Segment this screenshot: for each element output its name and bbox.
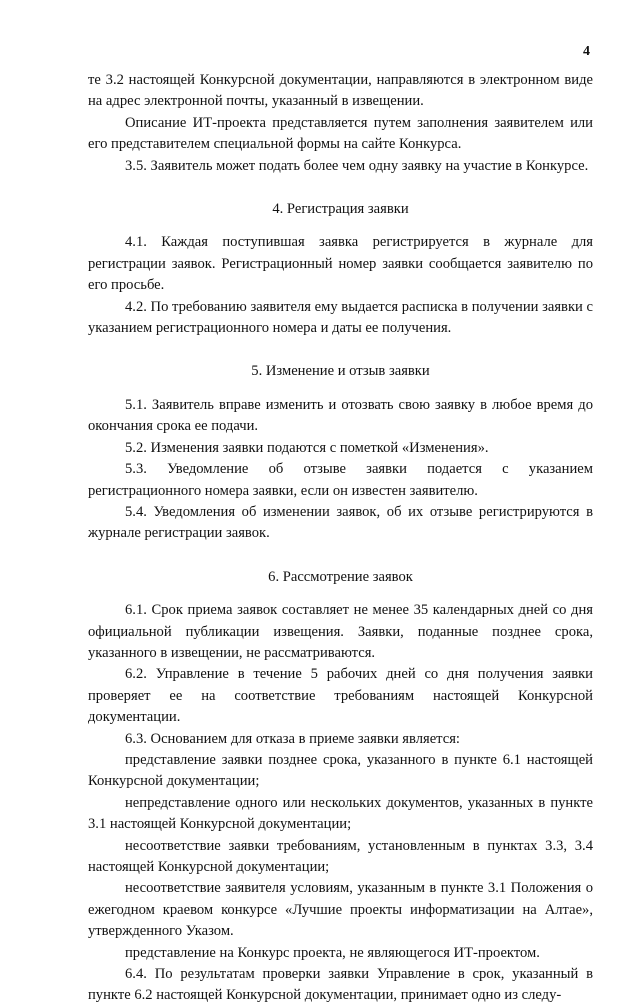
paragraph: Описание ИТ-проекта представляется путем заполнения заявителем или его представителем специальной формы на сайте Конкурса. — [88, 114, 593, 153]
list-item: несоответствие заявителя условиям, указанным в пункте 3.1 Положения о ежегодном краевом конкурсе «Лучшие проекты информатизации на Алтае», утвержденного Указом. — [88, 880, 593, 940]
paragraph: 6.3. Основанием для отказа в приеме заявки является: — [125, 730, 460, 747]
page-number: 4 — [583, 44, 590, 59]
paragraph: 5.2. Изменения заявки подаются с пометкой «Изменения». — [125, 439, 489, 456]
list-item: несоответствие заявки требованиям, установленным в пунктах 3.3, 3.4 настоящей Конкурсной документации; — [88, 837, 593, 875]
list-item: непредставление одного или нескольких документов, указанных в пункте 3.1 настоящей Конкурсной документации; — [88, 794, 593, 833]
section-heading: 6. Рассмотрение заявок — [268, 568, 413, 585]
paragraph: 5.3. Уведомление об отзыве заявки подается с указанием регистрационного номера заявки, если он известен заявителю. — [88, 461, 593, 499]
document-body — [88, 70, 593, 1007]
paragraph: 5.1. Заявитель вправе изменить и отозвать свою заявку в любое время до окончания срока ее подачи. — [88, 396, 593, 435]
paragraph: 4.2. По требованию заявителя ему выдается расписка в получении заявки с указанием регистрационного номера и даты ее получения. — [88, 298, 593, 337]
paragraph: 6.2. Управление в течение 5 рабочих дней со дня получения заявки проверяет ее на соответствие требованиям настоящей Конкурсной документации. — [88, 666, 593, 726]
section-heading: 4. Регистрация заявки — [272, 201, 409, 218]
paragraph: 3.5. Заявитель может подать более чем одну заявку на участие в Конкурсе. — [125, 157, 589, 174]
paragraph: 5.4. Уведомления об изменении заявок, об их отзыве регистрируются в журнале регистрации заявок. — [88, 503, 593, 542]
paragraph: 6.1. Срок приема заявок составляет не менее 35 календарных дней со дня официальной публикации извещения. Заявки, поданные позднее срока, указанного в извещении, не рассматриваются. — [88, 602, 593, 661]
paragraph: 4.1. Каждая поступившая заявка регистрируется в журнале для регистрации заявок. Регистрационный номер заявки сообщается заявителю по его просьбе. — [88, 234, 593, 294]
list-item: представление на Конкурс проекта, не являющегося ИТ-проектом. — [125, 944, 540, 961]
paragraph: те 3.2 настоящей Конкурсной документации, направляются в электронном виде на адрес электронной почты, указанный в извещении. — [88, 72, 593, 110]
list-item: представление заявки позднее срока, указанного в пункте 6.1 настоящей Конкурсной документации; — [88, 751, 593, 790]
paragraph: 6.4. По результатам проверки заявки Управление в срок, указанный в пункте 6.2 настоящей Конкурсной документации, принимает одно из следу- — [88, 966, 593, 1004]
section-heading: 5. Изменение и отзыв заявки — [251, 363, 430, 380]
